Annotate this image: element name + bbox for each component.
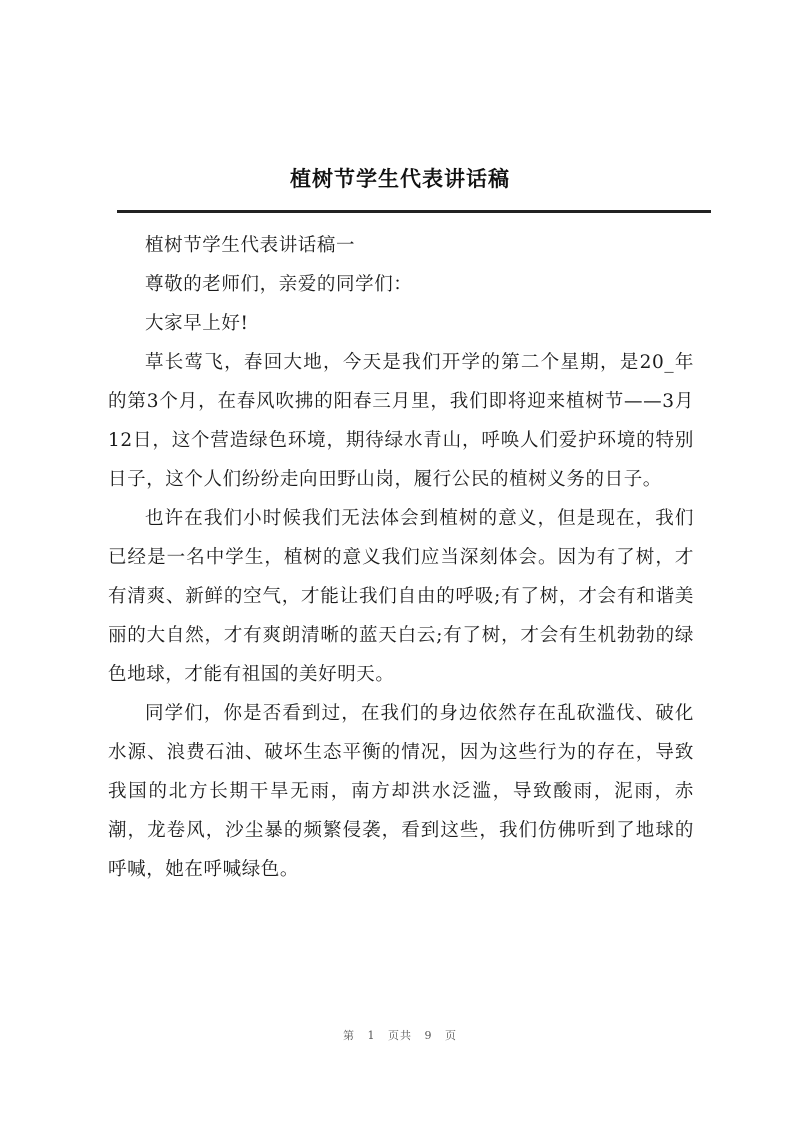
page-number-total: 9 — [424, 1029, 433, 1042]
title-divider — [117, 210, 711, 213]
paragraph-salutation: 尊敬的老师们，亲爱的同学们： — [145, 274, 413, 295]
paragraph-body: 草长莺飞，春回大地，今天是我们开学的第二个星期，是20_年的第3个月，在春风吹拂的阳春三月里，我们即将迎来植树节——3月12日，这个营造绿色环境，期待绿水青山，呼唤人们爱护环境的特别日子，这个人们纷纷走向田野山岗，履行公民的植树义务的日子。 — [108, 352, 694, 490]
page-label-middle: 页共 — [388, 1029, 412, 1042]
document-title: 植树节学生代表讲话稿 — [290, 167, 510, 191]
document-body — [108, 226, 694, 889]
paragraph-body: 也许在我们小时候我们无法体会到植树的意义，但是现在，我们已经是一名中学生，植树的意义我们应当深刻体会。因为有了树，才有清爽、新鲜的空气，才能让我们自由的呼吸;有了树，才会有和谐美丽的大自然，才有爽朗清晰的蓝天白云;有了树，才会有生机勃勃的绿色地球，才能有祖国的美好明天。 — [108, 508, 694, 685]
paragraph-body: 同学们，你是否看到过，在我们的身边依然存在乱砍滥伐、破化水源、浪费石油、破坏生态平衡的情况，因为这些行为的存在，导致我国的北方长期干旱无雨，南方却洪水泛滥，导致酸雨，泥雨，赤潮，龙卷风，沙尘暴的频繁侵袭，看到这些，我们仿佛听到了地球的呼喊，她在呼喊绿色。 — [108, 703, 694, 880]
page-footer — [0, 1027, 800, 1043]
page-label-suffix: 页 — [445, 1029, 457, 1042]
page-number-current: 1 — [367, 1029, 376, 1042]
paragraph-greeting: 大家早上好! — [145, 313, 249, 334]
page-label-prefix: 第 — [343, 1029, 355, 1042]
paragraph-heading: 植树节学生代表讲话稿一 — [145, 235, 356, 256]
